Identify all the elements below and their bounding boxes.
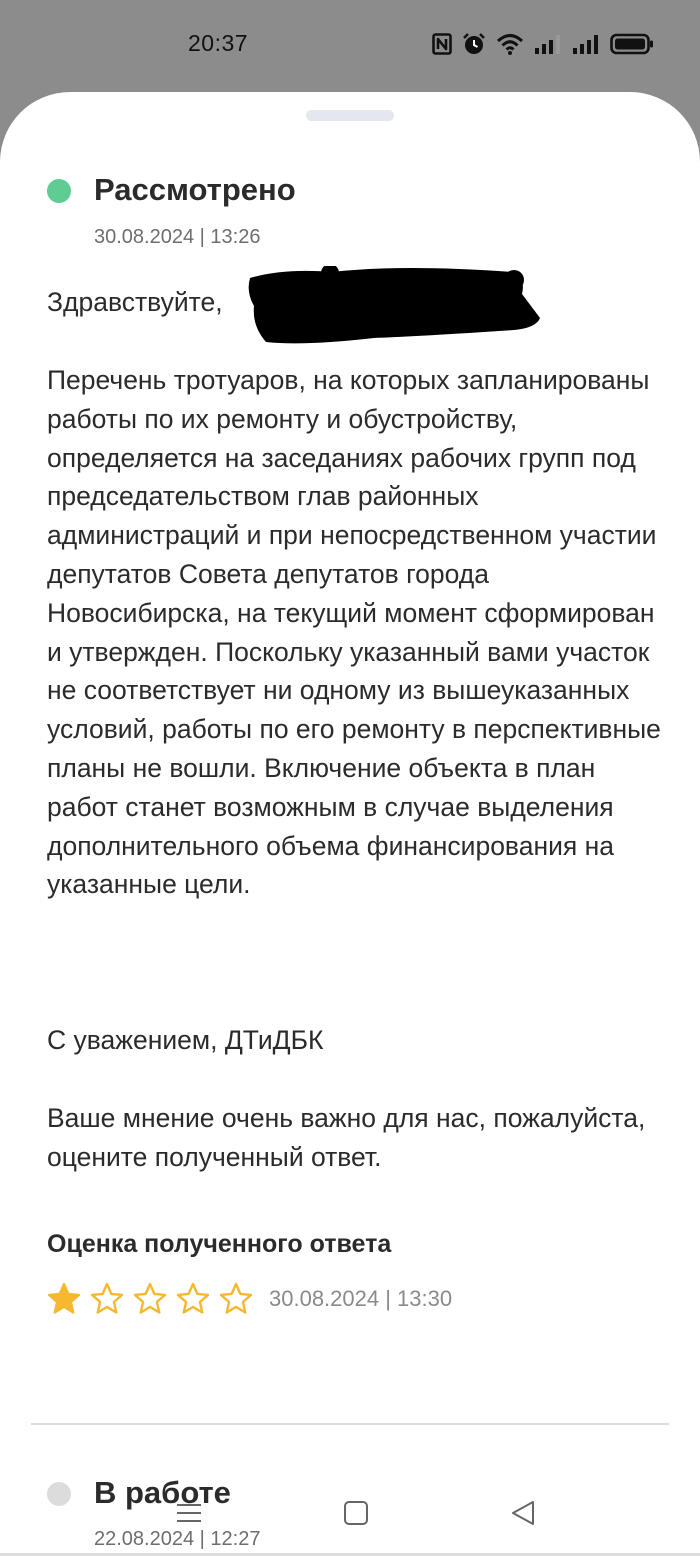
status-title: Рассмотрено <box>94 172 296 207</box>
rating-date: 30.08.2024 | 13:30 <box>269 1286 453 1311</box>
home-square-icon[interactable] <box>343 1496 369 1530</box>
star-3-icon[interactable] <box>132 1281 168 1317</box>
battery-icon <box>610 33 654 55</box>
menu-icon[interactable] <box>176 1496 202 1530</box>
greeting: Здравствуйте, <box>47 287 223 317</box>
status-date: 30.08.2024 | 13:26 <box>94 226 261 248</box>
status-dot-reviewed <box>47 179 71 203</box>
alarm-icon <box>462 32 486 56</box>
rating-request: Ваше мнение очень важно для нас, пожалуйста, оцените полученный ответ. <box>47 1103 646 1172</box>
signal-icon <box>534 34 562 54</box>
wifi-icon <box>496 33 524 55</box>
previous-status-date: 22.08.2024 | 12:27 <box>94 1528 261 1550</box>
response-body: Перечень тротуаров, на которых запланированы работы по их ремонту и обустройству, определяется на заседаниях рабочих групп под председательством глав районных администраций и при непосредственном участии депутатов Совета депутатов города Новосибирска, на текущий момент сформирован и утвержден. Поскольку указанный вами участок не соответствует ни одному из вышеуказанных условий, работы по его ремонту в перспективные планы не вошли. Включение объекта в план работ станет возможным в случае выделения дополнительного объема финансирования на указанные цели. <box>47 365 661 900</box>
star-1-icon[interactable] <box>46 1281 82 1317</box>
star-4-icon[interactable] <box>175 1281 211 1317</box>
nfc-icon <box>432 33 452 55</box>
response-sheet <box>0 92 700 1556</box>
star-2-icon[interactable] <box>89 1281 125 1317</box>
status-bar <box>0 0 700 92</box>
previous-status-title: В работе <box>94 1475 231 1510</box>
signature: С уважением, ДТиДБК <box>47 1025 324 1055</box>
back-triangle-icon[interactable] <box>510 1496 536 1530</box>
status-time: 20:37 <box>188 30 249 56</box>
star-5-icon[interactable] <box>218 1281 254 1317</box>
redaction-mark <box>244 266 542 346</box>
signal-icon-2 <box>572 34 600 54</box>
drag-handle[interactable] <box>306 110 394 121</box>
rating-row <box>46 1281 452 1317</box>
rating-title: Оценка полученного ответа <box>47 1230 392 1258</box>
system-nav-bar <box>0 1488 700 1556</box>
status-icons <box>432 31 654 57</box>
divider <box>31 1423 669 1425</box>
